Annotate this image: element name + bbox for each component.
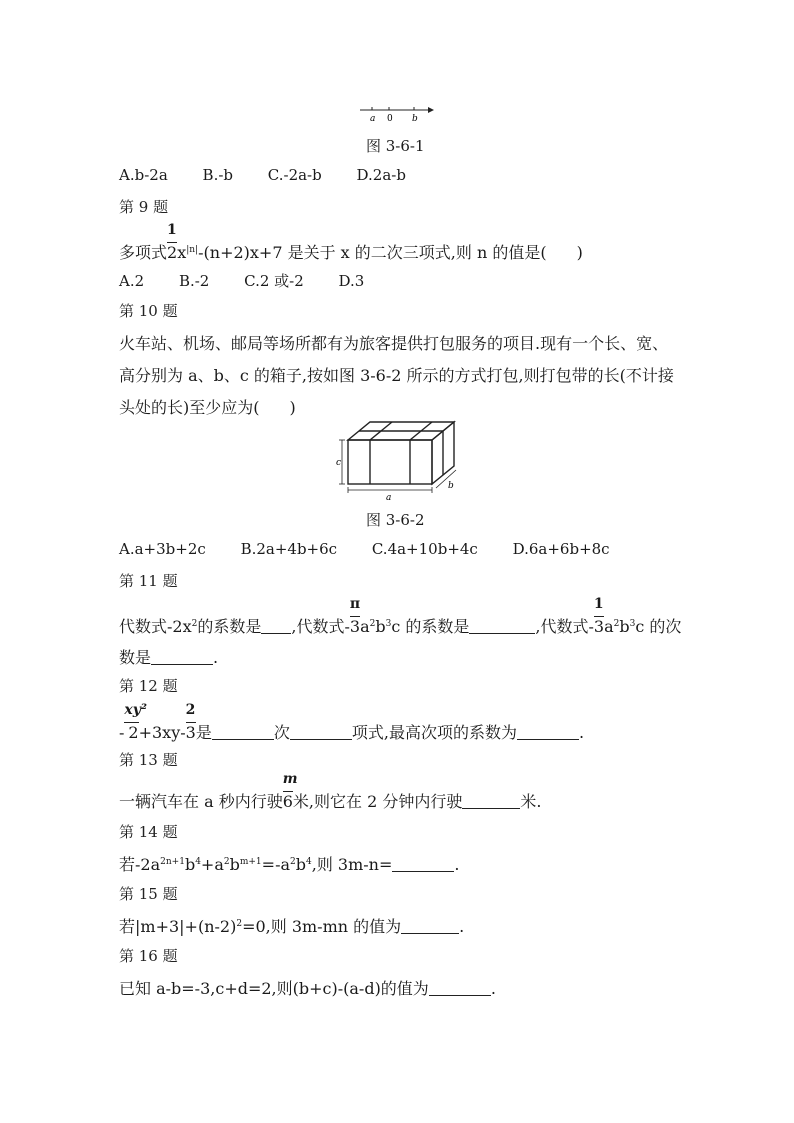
q14-blank[interactable]	[392, 857, 454, 872]
q15-label: 第 15 题	[119, 885, 178, 903]
q13-blank[interactable]	[462, 794, 520, 809]
q11-seg4-end: c 的系数是	[391, 617, 470, 636]
q11-blank-2[interactable]	[469, 619, 535, 634]
q14-seg3: +a	[200, 855, 224, 874]
q11-line1	[119, 596, 682, 637]
q9-abs-exp: |n|	[186, 245, 199, 255]
q14-sup6: 4	[306, 857, 312, 867]
q15-seg2: =0,则 3m-mn 的值为	[242, 917, 402, 936]
q11-seg4: a	[360, 617, 370, 636]
q15-seg1: 若|m+3|+(n-2)	[119, 917, 237, 936]
q11-fraction-1	[349, 596, 361, 636]
q9-var: x	[177, 243, 187, 262]
q14-seg1: 若-2a	[119, 855, 161, 874]
q12-mid: +3xy-	[138, 723, 186, 742]
q10-option-b[interactable]: B.2a+4b+6c	[240, 540, 338, 558]
q10-paren-close: )	[289, 398, 296, 417]
figure-3-6-2-caption: 图 3-6-2	[366, 511, 425, 529]
q9-prefix: 多项式	[119, 243, 168, 262]
q11-seg6-mid: b	[619, 617, 630, 636]
q11-label: 第 11 题	[119, 572, 178, 590]
q12-blank-2[interactable]	[290, 725, 352, 740]
q8-option-b[interactable]: B.-b	[202, 166, 234, 184]
q11-seg4-sup2: 3	[385, 619, 392, 629]
q9-option-d[interactable]: D.3	[338, 272, 365, 290]
q11-frac2-den: 3	[593, 617, 605, 636]
label-a: a	[370, 114, 376, 124]
q14-seg2: b	[184, 855, 196, 874]
q11-frac2-num: 1	[593, 596, 604, 612]
q16-label: 第 16 题	[119, 947, 178, 965]
q12-seg1: 是	[195, 723, 212, 742]
q14-sup4: m+1	[239, 857, 262, 867]
q12-seg3: 项式,最高次项的系数为	[351, 723, 517, 742]
q9-paren-close: )	[576, 243, 583, 262]
q9-fraction	[167, 222, 178, 262]
q11-seg3: ,代数式-	[291, 617, 350, 636]
q9-stem	[119, 222, 583, 263]
q10-label: 第 10 题	[119, 302, 178, 320]
q13-frac-den: 6	[282, 792, 293, 811]
q12-fraction-1	[124, 702, 148, 742]
q12-label: 第 12 题	[119, 677, 178, 695]
q16-seg1: 已知 a-b=-3,c+d=2,则(b+c)-(a-d)的值为	[119, 979, 429, 998]
q9-frac-num: 1	[167, 222, 177, 238]
q10-option-a[interactable]: A.a+3b+2c	[119, 540, 206, 558]
q14-stem	[119, 852, 460, 875]
q12-seg2: 次	[273, 723, 290, 742]
q11-fraction-2	[593, 596, 605, 636]
q15-stem	[119, 914, 464, 937]
q9-options	[119, 270, 394, 291]
q11-frac1-den: 3	[349, 617, 361, 636]
q11-seg5: ,代数式-	[535, 617, 594, 636]
q9-option-a[interactable]: A.2	[119, 272, 145, 290]
q14-sup3: 2	[223, 857, 230, 867]
q12-frac1-num: xy²	[124, 702, 148, 718]
q14-label: 第 14 题	[119, 823, 178, 841]
q11-seg6-sup2: 3	[629, 619, 636, 629]
label-0: 0	[387, 114, 393, 124]
q10-line3	[119, 395, 296, 418]
box-label-c: c	[336, 458, 342, 468]
box-figure	[336, 418, 460, 502]
q15-blank[interactable]	[401, 919, 459, 934]
q13-seg3: 米.	[520, 792, 542, 811]
q13-stem	[119, 771, 542, 812]
q11-blank-1[interactable]	[261, 619, 291, 634]
q14-seg5: =-a	[261, 855, 291, 874]
q12-minus: -	[119, 723, 125, 742]
q11-seg4-mid: b	[375, 617, 386, 636]
q13-seg1: 一辆汽车在 a 秒内行驶	[119, 792, 283, 811]
q12-blank-3[interactable]	[517, 725, 579, 740]
q14-seg7: ,则 3m-n=	[311, 855, 393, 874]
q9-rest: -(n+2)x+7 是关于 x 的二次三项式,则 n 的值是(	[198, 243, 547, 262]
q13-label: 第 13 题	[119, 751, 178, 769]
q11-frac1-num: π	[349, 596, 361, 612]
q9-option-c[interactable]: C.2 或-2	[244, 272, 304, 290]
q8-option-d[interactable]: D.2a-b	[356, 166, 406, 184]
q12-frac2-den: 3	[185, 723, 196, 742]
q10-options	[119, 540, 640, 558]
q12-end: .	[578, 723, 585, 742]
q9-option-b[interactable]: B.-2	[178, 272, 210, 290]
q11-blank-3[interactable]	[151, 650, 213, 665]
q11-seg6-sup1: 2	[613, 619, 620, 629]
q14-sup2: 4	[195, 857, 201, 867]
q11-seg6-end: c 的次	[635, 617, 682, 636]
q11-line2-text: 数是	[119, 648, 152, 667]
q16-stem	[119, 976, 496, 999]
q11-seg1: 代数式-2x	[119, 617, 192, 636]
q8-options	[119, 166, 436, 184]
q10-line2: 高分别为 a、b、c 的箱子,按如图 3-6-2 所示的方式打包,则打包带的长(不计接	[119, 366, 674, 385]
q12-blank-1[interactable]	[212, 725, 274, 740]
label-b: b	[412, 114, 418, 124]
q15-sup1: 2	[236, 919, 243, 929]
q12-stem	[119, 702, 585, 743]
q13-seg2: 米,则它在 2 分钟内行驶	[292, 792, 463, 811]
q15-end: .	[459, 917, 465, 936]
box-label-a: a	[386, 493, 392, 502]
q8-option-a[interactable]: A.b-2a	[119, 166, 168, 184]
q9-frac-den: 2	[167, 243, 178, 262]
q14-seg6: b	[295, 855, 307, 874]
q14-sup5: 2	[290, 857, 296, 867]
q11-seg6: a	[604, 617, 614, 636]
q10-line3-text: 头处的长)至少应为(	[119, 398, 260, 417]
q10-line1: 火车站、机场、邮局等场所都有为旅客提供打包服务的项目.现有一个长、宽、	[119, 334, 669, 353]
q12-fraction-2	[185, 702, 196, 742]
figure-3-6-1-caption: 图 3-6-1	[366, 137, 425, 155]
q14-seg4: b	[229, 855, 240, 874]
q14-sup1: 2n+1	[160, 857, 185, 867]
q11-seg1-sup: 2	[191, 619, 198, 629]
number-line-arrow	[428, 107, 434, 113]
number-line-figure	[356, 102, 436, 124]
q8-option-c[interactable]: C.-2a-b	[267, 166, 322, 184]
q9-label: 第 9 题	[119, 198, 169, 216]
q14-end: .	[454, 855, 460, 874]
q11-line2-end: .	[213, 648, 219, 667]
q12-frac1-den: 2	[124, 722, 138, 742]
box-label-b: b	[448, 481, 454, 491]
q13-fraction	[282, 771, 298, 811]
q10-option-c[interactable]: C.4a+10b+4c	[371, 540, 478, 558]
q10-option-d[interactable]: D.6a+6b+8c	[512, 540, 610, 558]
q11-line2	[119, 645, 218, 668]
q11-seg4-sup1: 2	[369, 619, 376, 629]
q16-end: .	[490, 979, 496, 998]
q16-blank[interactable]	[429, 981, 491, 996]
q13-frac-num: m	[282, 771, 298, 787]
q11-seg2: 的系数是	[197, 617, 262, 636]
q12-frac2-num: 2	[185, 702, 196, 718]
